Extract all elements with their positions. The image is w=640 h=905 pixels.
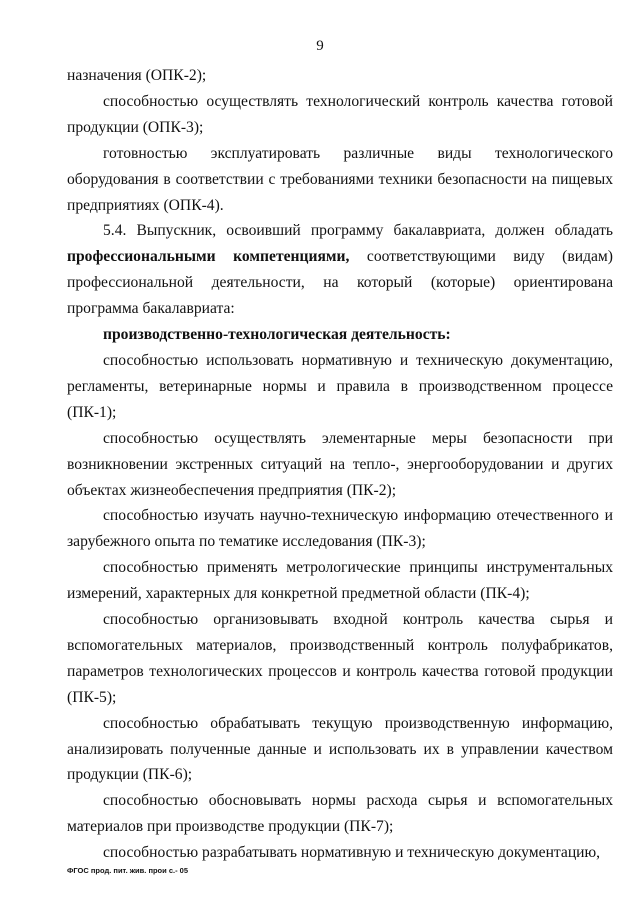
paragraph-5-4-suffix: соответствующими виду (видам) профессиональной деятельности, на который (которые) ориентирована программа бакалавриата: (67, 248, 613, 318)
paragraph-pk2: способностью осуществлять элементарные меры безопасности при возникновении экстренных ситуаций на тепло-, энергооборудовании и других объектах жизнеобеспечения предприятия (ПК-2); (67, 429, 613, 499)
section-heading-text: производственно-технологическая деятельность: (103, 326, 451, 344)
page-footer: ФГОС прод. пит. жив. прои с.- 05 (67, 866, 189, 875)
paragraph-opk3: способностью осуществлять технологический контроль качества готовой продукции (ОПК-3); (67, 92, 613, 136)
paragraph-pk6: способностью обрабатывать текущую производственную информацию, анализировать полученные данные и использовать их в управлении качеством продукции (ПК-6); (67, 714, 613, 784)
paragraph-5-4-prefix: 5.4. Выпускник, освоивший программу бакалавриата, должен обладать (103, 222, 613, 240)
paragraph-pk1: способностью использовать нормативную и техническую документацию, регламенты, ветеринарные нормы и правила в производственном процессе (ПК-1); (67, 351, 613, 421)
paragraph-opk2-continuation: назначения (ОПК-2); (67, 67, 207, 84)
paragraph-pk8-start: способностью разрабатывать нормативную и техническую документацию, (103, 844, 601, 862)
paragraph-pk4: способностью применять метрологические принципы инструментальных измерений, характерных для конкретной предметной области (ПК-4); (67, 559, 613, 603)
paragraph-pk5: способностью организовывать входной контроль качества сырья и вспомогательных материалов, производственный контроль полуфабрикатов, параметров технологических процессов и контроль качества готовой продукции (ПК-5); (67, 611, 613, 706)
paragraph-5-4-bold: профессиональными компетенциями, (67, 248, 350, 266)
paragraph-opk4: готовностью эксплуатировать различные виды технологического оборудования в соответствии с требованиями техники безопасности на пищевых предприятиях (ОПК-4). (67, 144, 613, 214)
paragraph-pk7: способностью обосновывать нормы расхода сырья и вспомогательных материалов при производстве продукции (ПК-7); (67, 792, 613, 836)
body-text (67, 63, 613, 866)
paragraph-pk3: способностью изучать научно-техническую информацию отечественного и зарубежного опыта по тематике исследования (ПК-3); (67, 507, 613, 551)
section-heading (67, 322, 613, 348)
page-number: 9 (316, 38, 324, 54)
paragraph-5-4 (67, 218, 613, 322)
